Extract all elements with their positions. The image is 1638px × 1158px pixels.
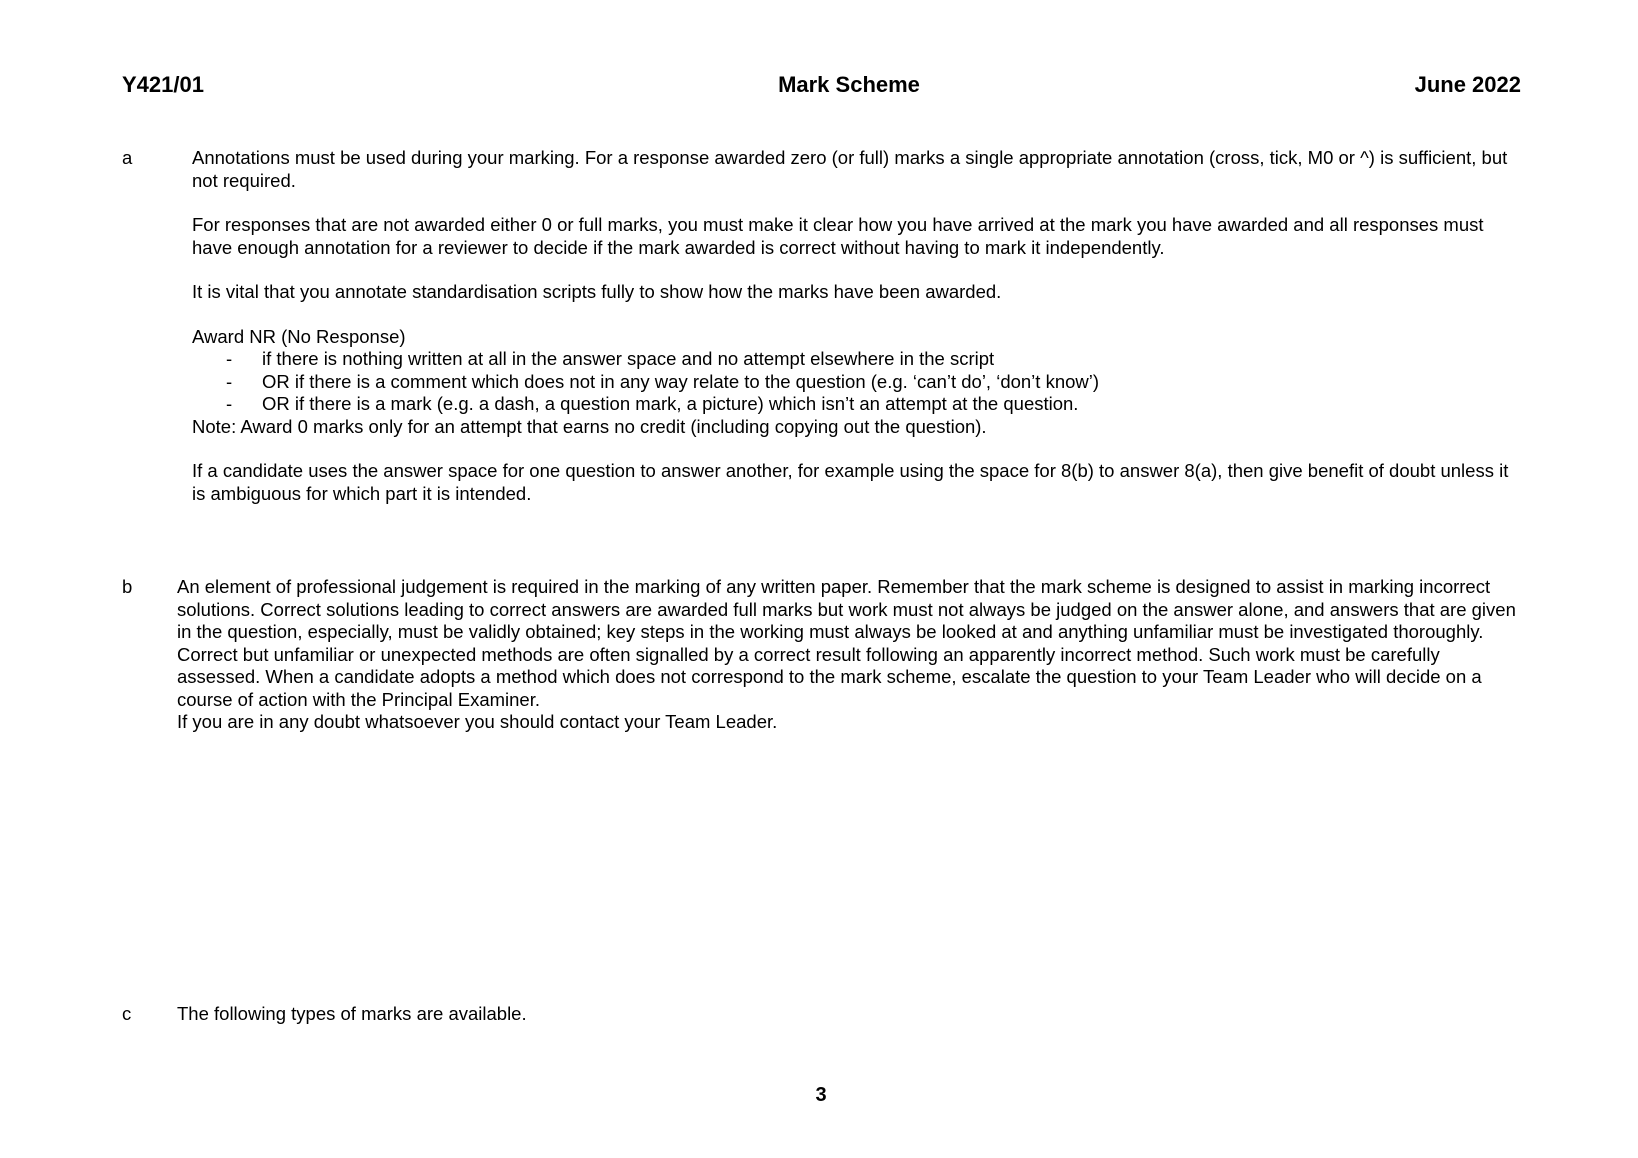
section-b-contact-paragraph: If you are in any doubt whatsoever you should contact your Team Leader. [177,711,778,732]
page-title: Mark Scheme [778,72,920,97]
page-number: 3 [815,1084,827,1106]
exam-date: June 2022 [1414,72,1521,97]
section-a [192,147,1522,505]
section-a-annotations-paragraph: Annotations must be used during your marking. For a response awarded zero (or full) marks a single appropriate annotation (cross, tick, M0 or ^) is sufficient, but not required. [192,147,1508,191]
section-c-marks-paragraph: The following types of marks are available. [177,1003,527,1024]
section-a-answer-space-paragraph: If a candidate uses the answer space for one question to answer another, for example using the space for 8(b) to answer 8(a), then give benefit of doubt unless it is ambiguous for which part it is intended. [192,460,1509,504]
section-b-letter: b [122,576,133,597]
list-item-text: if there is nothing written at all in the answer space and no attempt elsewhere in the script [262,348,995,369]
section-b [177,576,1522,734]
section-c [177,1003,1522,1026]
section-a-nr-heading: Award NR (No Response) [192,325,406,347]
list-item [192,393,1522,416]
paper-code: Y421/01 [122,72,204,97]
list-item [192,371,1522,394]
bullet-dash: - [226,370,233,392]
section-a-note: Note: Award 0 marks only for an attempt that earns no credit (including copying out the question). [192,415,987,437]
section-a-letter: a [122,147,133,168]
bullet-dash: - [226,348,233,369]
section-a-nr-list [192,348,1522,416]
list-item-text: OR if there is a comment which does not in any way relate to the question (e.g. ‘can’t do’, ‘don’t know’) [262,370,1100,392]
list-item-text: OR if there is a mark (e.g. a dash, a question mark, a picture) which isn’t an attempt at the question. [262,393,1079,414]
bullet-dash: - [226,393,233,414]
section-b-judgement-paragraph: An element of professional judgement is required in the marking of any written paper. Remember that the mark scheme is designed to assist in marking incorrect solutions. Correct solutions leading to correct answers are awarded full marks but work must not always be judged on the answer alone, and answers that are given in the question, especially, must be validly obtained; key steps in the working must always be looked at and anything unfamiliar must be investigated thoroughly. Correct but unfamiliar or unexpected methods are often signalled by a correct result following an apparently incorrect method. Such work must be carefully assessed. When a candidate adopts a method which does not correspond to the mark scheme, escalate the question to your Team Leader who will decide on a course of action with the Principal Examiner. [177,576,1516,710]
section-a-partial-marks-paragraph: For responses that are not awarded either 0 or full marks, you must make it clear how you have arrived at the mark you have awarded and all responses must have enough annotation for a reviewer to decide if the mark awarded is correct without having to mark it independently. [192,214,1484,258]
section-c-letter: c [122,1003,132,1024]
section-a-standardisation-paragraph: It is vital that you annotate standardisation scripts fully to show how the marks have been awarded. [192,281,1002,302]
list-item [192,348,1522,371]
